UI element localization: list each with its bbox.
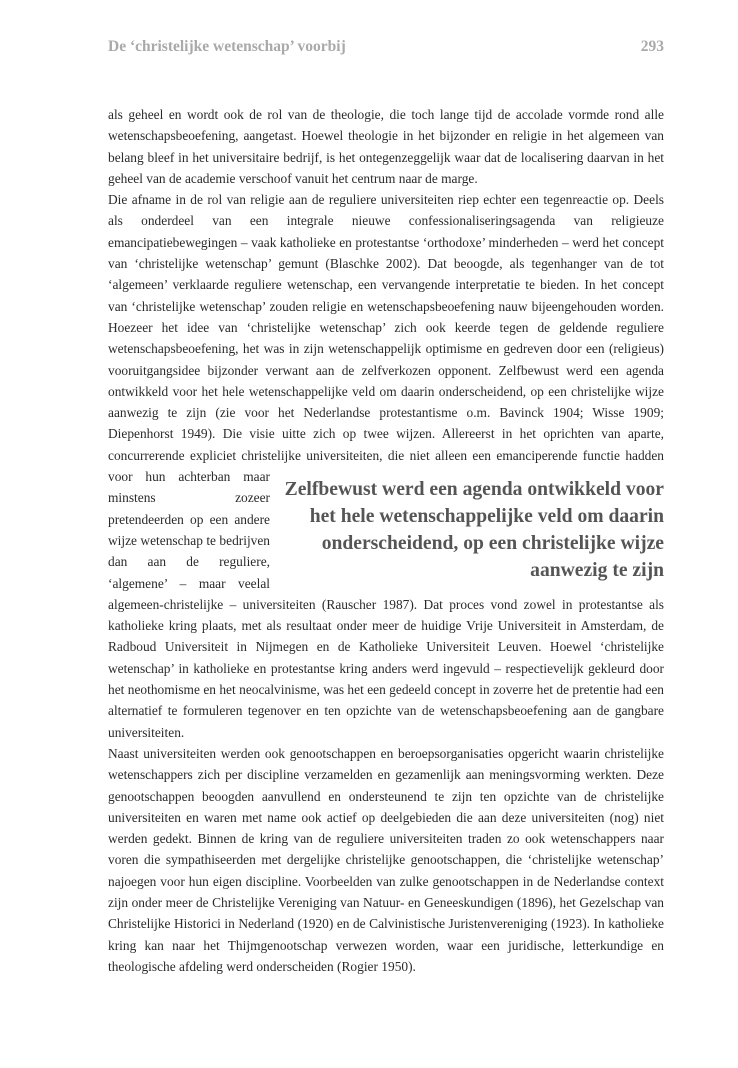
running-head-title: De ‘christelijke wetenschap’ voorbij — [108, 38, 346, 55]
pull-quote: Zelfbewust werd een agenda ontwikkeld voor het hele wetenschappelijke veld om daarin onderscheidend, op een christelijke wijze aanwezig te zijn — [284, 479, 664, 582]
paragraph-2 — [108, 189, 664, 743]
running-head — [108, 38, 664, 62]
page-number: 293 — [640, 38, 664, 55]
body-text — [108, 104, 664, 977]
paragraph-2-text: Die afname in de rol van religie aan de reguliere universiteiten riep echter een tegenreactie op. Deels als onderdeel van een integrale nieuwe confessionaliseringsagenda van religieuze emancipatiebewegingen – vaak katholieke en protestantse ‘orthodoxe’ minderheden – werd het concept van ‘christelijke wetenschap’ gemunt (Blaschke 2002). Dat beoogde, als tegenhanger van de tot ‘algemeen’ verklaarde reguliere wetenschap, een vervangende interpretatie te bieden. In het concept van ‘christelijke wetenschap’ zouden religie en wetenschapsbeoefening nauw bijeengehouden worden. Hoezeer het idee van ‘christelijke wetenschap’ zich ook keerde tegen de geldende reguliere wetenschapsbeoefening, het was in zijn wetenschappelijk optimisme en gedreven door een (religieus) vooruitgangsidee bijzonder verwant aan de zelfverkozen opponent. Zelfbewust werd een agenda ontwikkeld voor het hele wetenschappelijke veld om daarin onderscheidend, op een christelijke wijze aanwezig te zijn (zie voor het Nederlandse protestantisme o.m. Bavinck 1904; Wisse 1909; Diepenhorst 1949). Die visie uitte zich op twee wijzen. Allereerst in het oprichten van aparte, concurrerende expliciet christelijke universiteiten, die niet alleen een Zelfbewust werd een agenda ontwikkeld voor het hele wetenschappelijke veld om daarin onderscheidend, op een christelijke wijze aanwezig te zijn emanciperende functie hadden voor hun achterban maar minstens zozeer pretendeerden op een andere wijze wetenschap te bedrijven dan aan de reguliere, ‘algemene’ – maar veelal algemeen-christelijke – universiteiten (Rauscher 1987). Dat proces vond zowel in protestantse als katholieke kring plaats, met als resultaat onder meer de huidige Vrije Universiteit in Amsterdam, de Radboud Universiteit in Nijmegen en de Katholieke Universiteit Leuven. Hoewel ‘christelijke wetenschap’ in katholieke en protestantse kring anders werd ingevuld – respectievelijk gekleurd door het neothomisme en het neocalvinisme, was het een gedeeld concept in zoverre het de pretentie had een alternatief te formuleren tegenover en ten opzichte van de wetenschapsbeoefening aan de gangbare universiteiten. — [108, 192, 665, 740]
paragraph-1: als geheel en wordt ook de rol van de theologie, die toch lange tijd de accolade vormde rond alle wetenschapsbeoefening, aangetast. Hoewel theologie in het bijzonder en religie in het algemeen van belang bleef in het universitaire bedrijf, is het ontegenzeggelijk waar dat de localisering daarvan in het geheel van de academie verschoof vanuit het centrum naar de marge. — [108, 107, 664, 186]
paragraph-3: Naast universiteiten werden ook genootschappen en beroepsorganisaties opgericht waarin christelijke wetenschappers zich per discipline verzamelden en gezamenlijk aan meningsvorming werkten. Deze genootschappen beoogden aanvullend en ondersteunend te zijn ten opzichte van de christelijke universiteiten en waren met name ook actief op deelgebieden die aan deze universiteiten (nog) niet werden gedekt. Binnen de kring van de reguliere universiteiten traden zo ook wetenschappers naar voren die sympathiseerden met dergelijke christelijke genootschappen, die ‘christelijke wetenschap’ najoegen voor hun eigen discipline. Voorbeelden van zulke genootschappen in de Nederlandse context zijn onder meer de Christelijke Vereniging van Natuur- en Geneeskundigen (1896), het Gezelschap van Christelijke Historici in Nederland (1920) en de Calvinistische Juristenvereniging (1923). In katholieke kring kan naar het Thijmgenootschap verwezen worden, waar een juridische, letterkundige en theologische afdeling werd onderscheiden (Rogier 1950). — [108, 745, 664, 974]
